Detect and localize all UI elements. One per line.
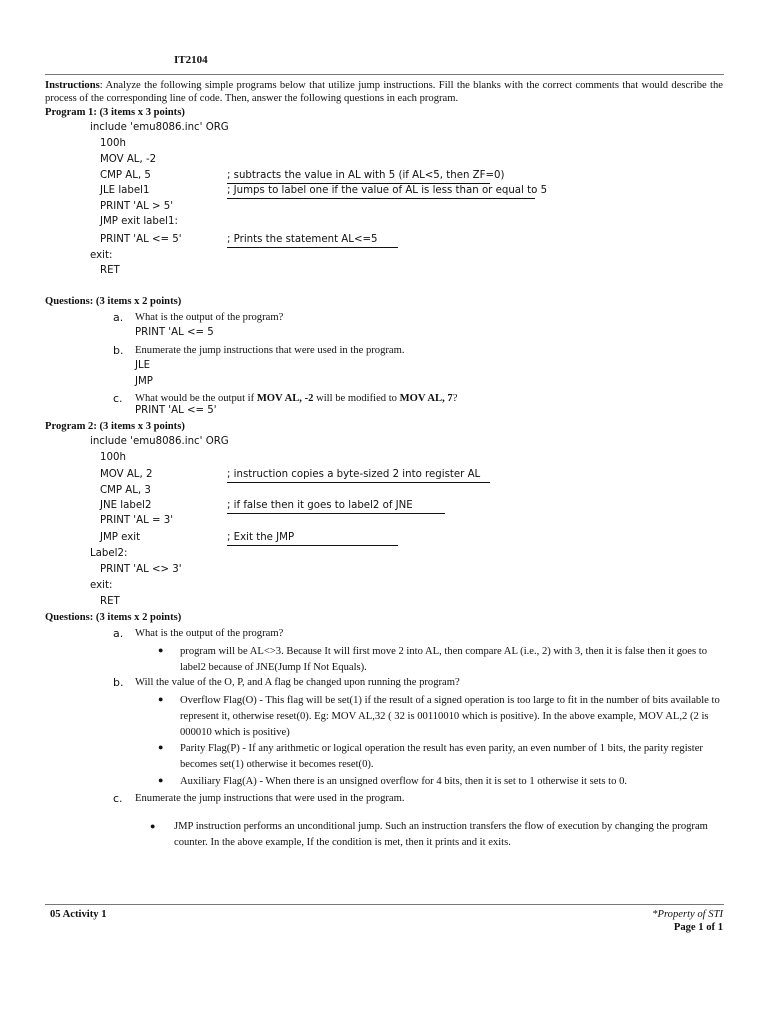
p1-line-8: PRINT 'AL <= 5' — [100, 234, 182, 245]
p2-qb-bullet-1: Overflow Flag(O) - This flag will be set(1) if the result of a signed operation is too large to fit in the number of bits available to represent it, otherwise reset(0). Eg: MOV AL,32 ( 32 is 00110010 which is positive). In the above example, MOV AL,2 (2 is 000010 which is positive) — [180, 695, 720, 738]
p2-qb-marker: b. — [113, 676, 124, 689]
p2-line-3: MOV AL, 2 — [100, 469, 153, 480]
p2-qb-text: Will the value of the O, P, and A flag be changed upon running the program? — [135, 677, 460, 688]
p1-comment-5: ; Jumps to label one if the value of AL is less than or equal to 5 — [227, 185, 535, 199]
p1-qc-marker: c. — [113, 392, 123, 405]
header-rule — [45, 74, 724, 75]
p2-qa-answer: program will be AL<>3. Because It will first move 2 into AL, then compare AL (i.e., 2) with 3, then it is false then it goes to label2 because of JNE(Jump If Not Equals). — [180, 646, 708, 673]
p2-comment-3: ; instruction copies a byte-sized 2 into register AL — [227, 469, 490, 483]
p1-qa-text: What is the output of the program? — [135, 312, 284, 323]
p2-qc-text: Enumerate the jump instructions that were used in the program. — [135, 793, 405, 804]
p1-comment-4: ; subtracts the value in AL with 5 (if AL<5, then ZF=0) — [227, 170, 490, 184]
p2-comment-7: ; Exit the JMP — [227, 532, 398, 546]
p2-qb-bullet-3: Auxiliary Flag(A) - When there is an unsigned overflow for 4 bits, then it is set to 1 otherwise it sets to 0. — [180, 776, 628, 787]
p2-line-1: include 'emu8086.inc' ORG — [90, 436, 229, 447]
p1-line-2: 100h — [100, 138, 126, 149]
p2-qc-marker: c. — [113, 792, 123, 805]
footer-page: Page 1 of 1 — [673, 922, 723, 933]
p2-line-8: Label2: — [90, 548, 128, 559]
p1-qb-text: Enumerate the jump instructions that were used in the program. — [135, 345, 405, 356]
footer-property: *Property of STI — [652, 909, 723, 920]
p1-line-9: exit: — [90, 250, 113, 261]
p2-qa-text: What is the output of the program? — [135, 628, 284, 639]
p1-qc-answer: PRINT 'AL <= 5' — [135, 405, 217, 416]
bullet-icon: ● — [158, 645, 164, 655]
instructions-label: Instructions — [45, 80, 100, 91]
p2-questions-title: Questions: (3 items x 2 points) — [45, 612, 182, 623]
course-code: IT2104 — [174, 54, 208, 66]
p2-line-5: JNE label2 — [100, 500, 152, 511]
footer-rule — [45, 904, 724, 905]
p2-line-10: exit: — [90, 580, 113, 591]
p1-comment-8: ; Prints the statement AL<=5 — [227, 234, 398, 248]
p2-comment-5: ; if false then it goes to label2 of JNE — [227, 500, 445, 514]
p1-line-5: JLE label1 — [100, 185, 150, 196]
bullet-icon: ● — [150, 821, 156, 831]
p1-qb-answer-2: JMP — [135, 376, 153, 387]
bullet-icon: ● — [158, 742, 164, 752]
p2-qa-marker: a. — [113, 627, 124, 640]
p1-qa-answer: PRINT 'AL <= 5 — [135, 327, 214, 338]
p1-line-10: RET — [100, 265, 120, 276]
p1-questions-title: Questions: (3 items x 2 points) — [45, 296, 182, 307]
footer-left: 05 Activity 1 — [50, 909, 107, 920]
p1-qb-marker: b. — [113, 344, 124, 357]
p2-line-4: CMP AL, 3 — [100, 485, 151, 496]
bullet-icon: ● — [158, 775, 164, 785]
p1-line-1: include 'emu8086.inc' ORG — [90, 122, 229, 133]
p1-line-6: PRINT 'AL > 5' — [100, 201, 174, 212]
bullet-icon: ● — [158, 694, 164, 704]
p2-line-2: 100h — [100, 452, 126, 463]
p2-line-6: PRINT 'AL = 3' — [100, 515, 174, 526]
program1-title: Program 1: (3 items x 3 points) — [45, 107, 185, 118]
p1-line-4: CMP AL, 5 — [100, 170, 151, 181]
p2-qb-bullet-2: Parity Flag(P) - If any arithmetic or logical operation the result has even parity, an even number of 1 bits, the parity register becomes set(1) otherwise it becomes reset(0). — [180, 743, 703, 770]
p2-line-9: PRINT 'AL <> 3' — [100, 564, 182, 575]
instructions-text: : Analyze the following simple programs below that utilize jump instructions. Fill the blanks with the correct comments that would describe the process of the corresponding line of code. Then, answer the following questions in each program. — [45, 80, 723, 105]
p2-qc-answer: JMP instruction performs an unconditional jump. Such an instruction transfers the flow of execution by changing the program counter. In the above example, If the condition is met, then it prints and it exits. — [174, 821, 708, 848]
instructions — [45, 79, 723, 105]
p1-qc-text: What would be the output if MOV AL, -2 will be modified to MOV AL, 7? — [135, 393, 458, 404]
p1-line-7: JMP exit label1: — [100, 216, 178, 227]
p1-qa-marker: a. — [113, 311, 124, 324]
p1-qb-answer-1: JLE — [135, 360, 151, 371]
p1-line-3: MOV AL, -2 — [100, 154, 157, 165]
program2-title: Program 2: (3 items x 3 points) — [45, 421, 185, 432]
p2-line-7: JMP exit — [100, 532, 141, 543]
p2-line-11: RET — [100, 596, 120, 607]
